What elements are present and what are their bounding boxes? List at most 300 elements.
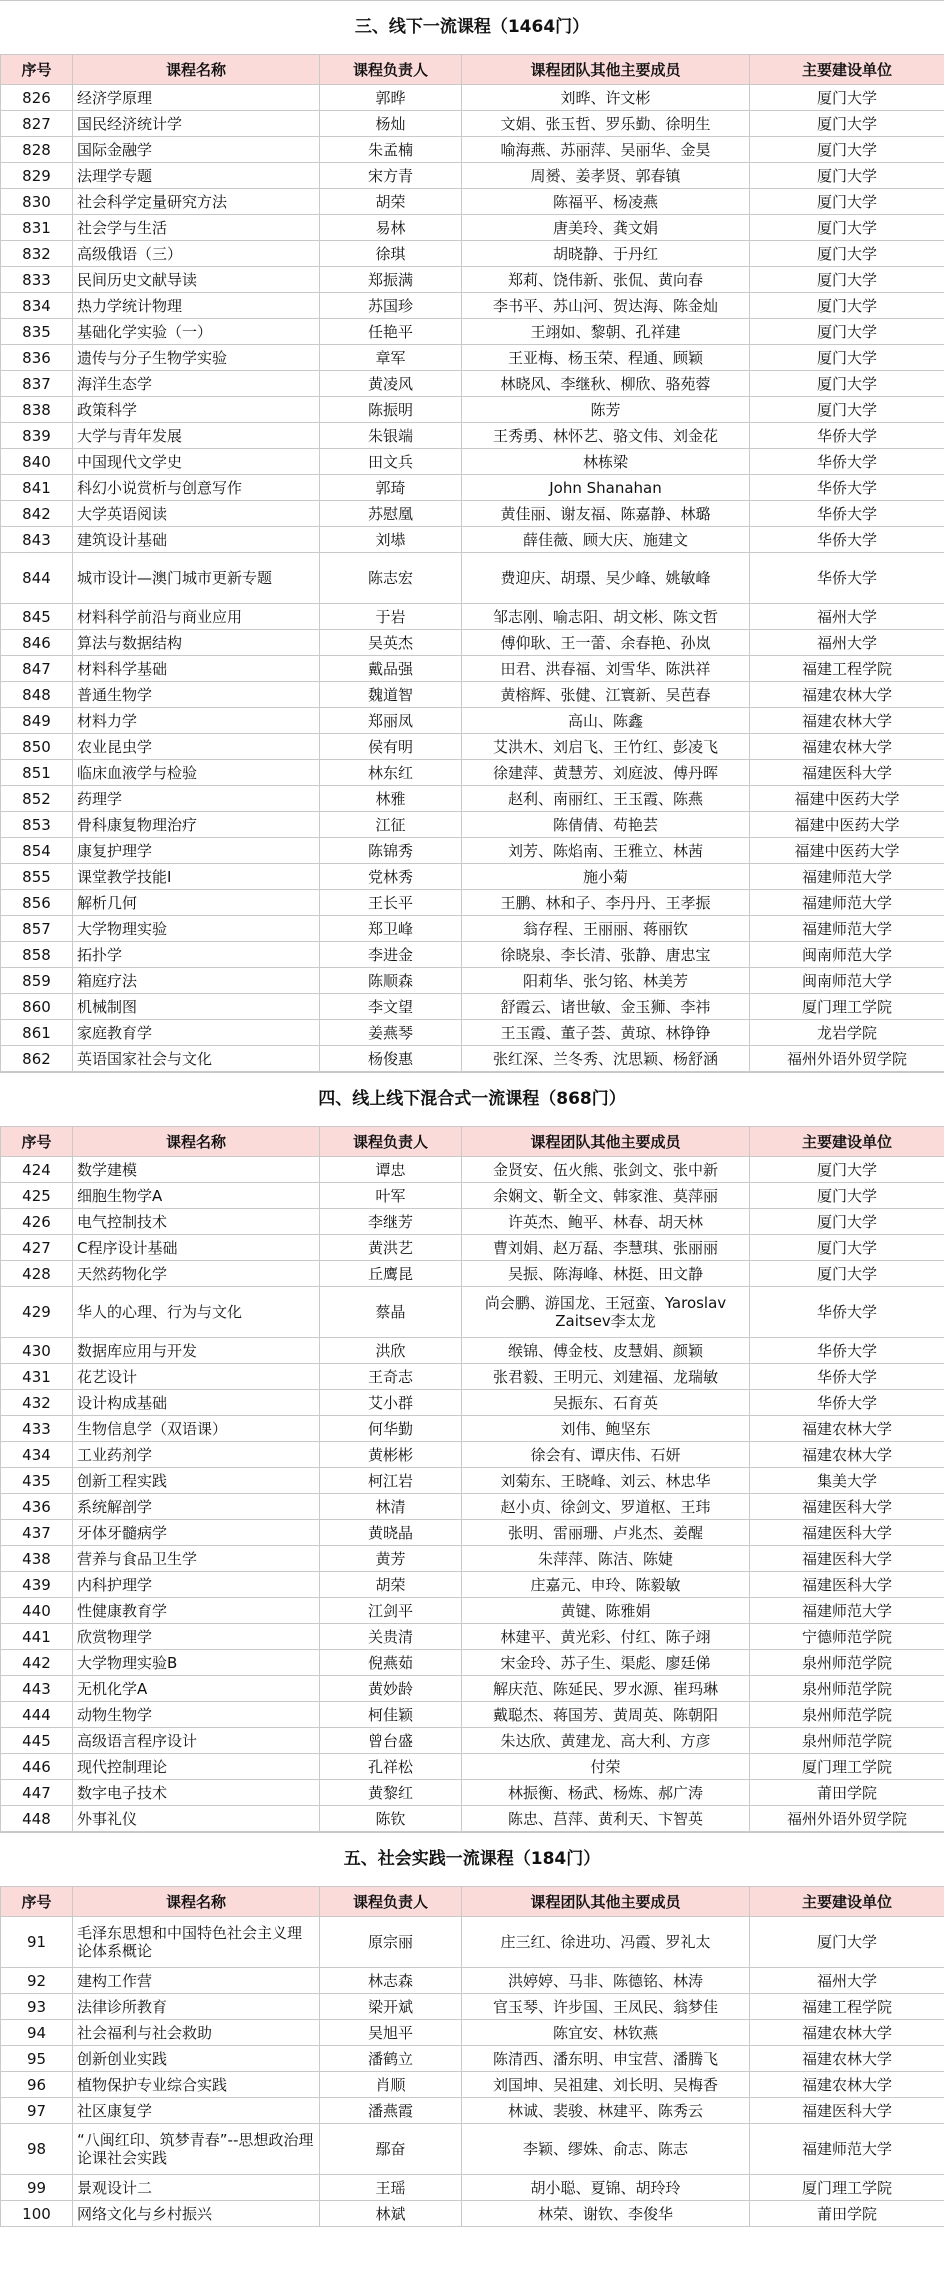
cell-row-number: 445 (1, 1728, 73, 1754)
cell-team-members: 朱达欣、黄建龙、高大利、方彦 (462, 1728, 750, 1754)
cell-row-number: 447 (1, 1780, 73, 1806)
table-row (1, 137, 944, 163)
cell-course-name: 经济学原理 (73, 85, 320, 111)
cell-course-leader: 谭忠 (320, 1157, 462, 1183)
cell-row-number: 427 (1, 1235, 73, 1261)
cell-building-unit: 福建师范大学 (750, 2124, 944, 2175)
cell-course-leader: 丘鹰昆 (320, 1261, 462, 1287)
cell-team-members: 余娴文、靳全文、韩家淮、莫萍丽 (462, 1183, 750, 1209)
cell-building-unit: 龙岩学院 (750, 1020, 944, 1046)
cell-row-number: 95 (1, 2046, 73, 2072)
table-row (1, 527, 944, 553)
cell-course-name: 社区康复学 (73, 2098, 320, 2124)
cell-row-number: 833 (1, 267, 73, 293)
cell-row-number: 853 (1, 812, 73, 838)
cell-course-name: 法律诊所教育 (73, 1994, 320, 2020)
cell-course-name: 细胞生物学A (73, 1183, 320, 1209)
cell-row-number: 448 (1, 1806, 73, 1832)
cell-course-leader: 原宗丽 (320, 1917, 462, 1968)
cell-row-number: 836 (1, 345, 73, 371)
table-row (1, 1235, 944, 1261)
cell-team-members: 邹志刚、喻志阳、胡文彬、陈文哲 (462, 604, 750, 630)
cell-course-leader: 刘塨 (320, 527, 462, 553)
cell-course-name: 高级语言程序设计 (73, 1728, 320, 1754)
cell-team-members: 洪婷婷、马非、陈德铭、林涛 (462, 1968, 750, 1994)
cell-course-name: 骨科康复物理治疗 (73, 812, 320, 838)
cell-team-members: 薛佳薇、顾大庆、施建文 (462, 527, 750, 553)
cell-course-name: 材料科学前沿与商业应用 (73, 604, 320, 630)
cell-building-unit: 厦门大学 (750, 371, 944, 397)
cell-building-unit: 福建医科大学 (750, 1572, 944, 1598)
table-row (1, 1209, 944, 1235)
cell-building-unit: 福建农林大学 (750, 2020, 944, 2046)
cell-building-unit: 厦门大学 (750, 397, 944, 423)
cell-team-members: 唐美玲、龚文娟 (462, 215, 750, 241)
cell-course-name: 网络文化与乡村振兴 (73, 2201, 320, 2227)
cell-team-members: 刘芳、陈焰南、王雅立、林茜 (462, 838, 750, 864)
cell-row-number: 431 (1, 1364, 73, 1390)
cell-course-name: 中国现代文学史 (73, 449, 320, 475)
cell-building-unit: 福建师范大学 (750, 916, 944, 942)
cell-course-name: 华人的心理、行为与文化 (73, 1287, 320, 1338)
cell-course-name: 家庭教育学 (73, 1020, 320, 1046)
cell-team-members: 林建平、黄光彩、付红、陈子翊 (462, 1624, 750, 1650)
cell-row-number: 844 (1, 553, 73, 604)
cell-course-leader: 于岩 (320, 604, 462, 630)
cell-building-unit: 宁德师范学院 (750, 1624, 944, 1650)
table-row (1, 293, 944, 319)
cell-course-name: 机械制图 (73, 994, 320, 1020)
cell-team-members: 王玉霞、董子荟、黄琼、林铮铮 (462, 1020, 750, 1046)
cell-building-unit: 厦门大学 (750, 189, 944, 215)
cell-team-members: 尚会鹏、游国龙、王冠蛮、Yaroslav Zaitsev李太龙 (462, 1287, 750, 1338)
cell-course-name: 政策科学 (73, 397, 320, 423)
cell-team-members: 李颖、缪姝、俞志、陈志 (462, 2124, 750, 2175)
section-title: 三、线下一流课程（1464门） (0, 0, 944, 54)
cell-team-members: 朱萍萍、陈洁、陈婕 (462, 1546, 750, 1572)
cell-row-number: 444 (1, 1702, 73, 1728)
cell-team-members: 王翊如、黎朝、孔祥建 (462, 319, 750, 345)
cell-building-unit: 福建农林大学 (750, 682, 944, 708)
cell-team-members: 庄嘉元、申玲、陈毅敏 (462, 1572, 750, 1598)
cell-course-leader: 关贵清 (320, 1624, 462, 1650)
cell-team-members: 喻海燕、苏丽萍、吴丽华、金昊 (462, 137, 750, 163)
cell-course-name: C程序设计基础 (73, 1235, 320, 1261)
header-course-leader: 课程负责人 (320, 55, 462, 85)
cell-team-members: 戴聪杰、蒋国芳、黄周英、陈朝阳 (462, 1702, 750, 1728)
table-row (1, 812, 944, 838)
cell-course-leader: 林斌 (320, 2201, 462, 2227)
cell-team-members: 付荣 (462, 1754, 750, 1780)
cell-team-members: 吴振、陈海峰、林挺、田文静 (462, 1261, 750, 1287)
cell-course-leader: 郭晔 (320, 85, 462, 111)
cell-course-name: 欣赏物理学 (73, 1624, 320, 1650)
table-row (1, 2124, 944, 2175)
cell-team-members: 吴振东、石育英 (462, 1390, 750, 1416)
cell-building-unit: 厦门大学 (750, 267, 944, 293)
table-row (1, 1494, 944, 1520)
cell-building-unit: 厦门大学 (750, 319, 944, 345)
cell-course-leader: 柯江岩 (320, 1468, 462, 1494)
cell-course-leader: 宋方青 (320, 163, 462, 189)
cell-row-number: 428 (1, 1261, 73, 1287)
table-row (1, 2098, 944, 2124)
cell-course-leader: 郑振满 (320, 267, 462, 293)
table-row (1, 916, 944, 942)
cell-row-number: 829 (1, 163, 73, 189)
table-row (1, 1676, 944, 1702)
cell-course-name: 内科护理学 (73, 1572, 320, 1598)
table-row (1, 189, 944, 215)
cell-row-number: 93 (1, 1994, 73, 2020)
table-row (1, 734, 944, 760)
cell-row-number: 91 (1, 1917, 73, 1968)
cell-course-name: 设计构成基础 (73, 1390, 320, 1416)
cell-row-number: 845 (1, 604, 73, 630)
table-row (1, 1261, 944, 1287)
cell-building-unit: 泉州师范学院 (750, 1676, 944, 1702)
cell-course-leader: 黄彬彬 (320, 1442, 462, 1468)
cell-team-members: 徐会有、谭庆伟、石妍 (462, 1442, 750, 1468)
section-title: 四、线上线下混合式一流课程（868门） (0, 1072, 944, 1126)
cell-course-name: 解析几何 (73, 890, 320, 916)
cell-course-name: 材料力学 (73, 708, 320, 734)
table-row (1, 1754, 944, 1780)
table-row (1, 1364, 944, 1390)
table-row (1, 838, 944, 864)
table-row (1, 1520, 944, 1546)
cell-course-leader: 梁开斌 (320, 1994, 462, 2020)
cell-course-name: 课堂教学技能I (73, 864, 320, 890)
cell-row-number: 99 (1, 2175, 73, 2201)
cell-course-leader: 戴品强 (320, 656, 462, 682)
cell-team-members: 解庆范、陈延民、罗水源、崔玛琳 (462, 1676, 750, 1702)
cell-row-number: 859 (1, 968, 73, 994)
cell-row-number: 430 (1, 1338, 73, 1364)
cell-row-number: 835 (1, 319, 73, 345)
cell-building-unit: 厦门大学 (750, 111, 944, 137)
cell-course-leader: 洪欣 (320, 1338, 462, 1364)
cell-course-name: 材料科学基础 (73, 656, 320, 682)
table-row (1, 1020, 944, 1046)
cell-course-leader: 潘燕霞 (320, 2098, 462, 2124)
cell-team-members: 舒霞云、诸世敏、金玉狮、李祎 (462, 994, 750, 1020)
cell-building-unit: 泉州师范学院 (750, 1728, 944, 1754)
table-row (1, 371, 944, 397)
cell-course-leader: 江征 (320, 812, 462, 838)
cell-row-number: 858 (1, 942, 73, 968)
cell-course-leader: 陈顺森 (320, 968, 462, 994)
cell-course-leader: 艾小群 (320, 1390, 462, 1416)
cell-team-members: 赵小贞、徐剑文、罗道枢、王玮 (462, 1494, 750, 1520)
cell-team-members: 刘晔、许文彬 (462, 85, 750, 111)
cell-row-number: 832 (1, 241, 73, 267)
cell-row-number: 436 (1, 1494, 73, 1520)
cell-course-leader: 林东红 (320, 760, 462, 786)
header-course-leader: 课程负责人 (320, 1127, 462, 1157)
cell-team-members: 王秀勇、林怀艺、骆文伟、刘金花 (462, 423, 750, 449)
cell-team-members: 田君、洪春福、刘雪华、陈洪祥 (462, 656, 750, 682)
cell-course-name: 国民经济统计学 (73, 111, 320, 137)
header-team-members: 课程团队其他主要成员 (462, 1127, 750, 1157)
cell-team-members: 林振衡、杨武、杨炼、郝广涛 (462, 1780, 750, 1806)
cell-building-unit: 福州外语外贸学院 (750, 1806, 944, 1832)
table-row (1, 2175, 944, 2201)
cell-course-leader: 胡荣 (320, 1572, 462, 1598)
table-row (1, 1442, 944, 1468)
cell-row-number: 843 (1, 527, 73, 553)
cell-course-name: 景观设计二 (73, 2175, 320, 2201)
cell-building-unit: 厦门大学 (750, 137, 944, 163)
table-row (1, 2046, 944, 2072)
cell-team-members: 郑莉、饶伟新、张侃、黄向春 (462, 267, 750, 293)
cell-course-name: 牙体牙髓病学 (73, 1520, 320, 1546)
cell-course-leader: 胡荣 (320, 189, 462, 215)
cell-course-name: 天然药物化学 (73, 1261, 320, 1287)
cell-course-leader: 潘鹤立 (320, 2046, 462, 2072)
cell-course-name: 科幻小说赏析与创意写作 (73, 475, 320, 501)
table-row (1, 163, 944, 189)
table-row (1, 1183, 944, 1209)
cell-building-unit: 厦门大学 (750, 1183, 944, 1209)
cell-course-leader: 侯有明 (320, 734, 462, 760)
cell-team-members: 缑锦、傅金枝、皮慧娟、颜颖 (462, 1338, 750, 1364)
table-row (1, 215, 944, 241)
cell-team-members: 王鹏、林和子、李丹丹、王孝振 (462, 890, 750, 916)
cell-course-name: 工业药剂学 (73, 1442, 320, 1468)
cell-course-leader: 党林秀 (320, 864, 462, 890)
cell-building-unit: 福建农林大学 (750, 2046, 944, 2072)
cell-course-leader: 郑卫峰 (320, 916, 462, 942)
cell-course-name: 动物生物学 (73, 1702, 320, 1728)
cell-course-leader: 朱银端 (320, 423, 462, 449)
table-row (1, 708, 944, 734)
cell-building-unit: 福州大学 (750, 630, 944, 656)
header-course-name: 课程名称 (73, 1127, 320, 1157)
cell-team-members: 林晓风、李继秋、柳欣、骆苑蓉 (462, 371, 750, 397)
cell-course-leader: 曾台盛 (320, 1728, 462, 1754)
cell-team-members: 傅仰耿、王一蕾、余春艳、孙岚 (462, 630, 750, 656)
cell-row-number: 425 (1, 1183, 73, 1209)
cell-row-number: 857 (1, 916, 73, 942)
cell-building-unit: 福建医科大学 (750, 1546, 944, 1572)
cell-course-leader: 李继芳 (320, 1209, 462, 1235)
header-course-name: 课程名称 (73, 55, 320, 85)
cell-team-members: 张明、雷丽珊、卢兆杰、姜醒 (462, 1520, 750, 1546)
table-row (1, 397, 944, 423)
cell-building-unit: 华侨大学 (750, 423, 944, 449)
cell-course-leader: 杨灿 (320, 111, 462, 137)
cell-course-leader: 魏道智 (320, 682, 462, 708)
cell-course-name: 拓扑学 (73, 942, 320, 968)
cell-course-leader: 易林 (320, 215, 462, 241)
cell-building-unit: 福建农林大学 (750, 708, 944, 734)
header-row-number: 序号 (1, 55, 73, 85)
table-row (1, 1572, 944, 1598)
cell-row-number: 441 (1, 1624, 73, 1650)
cell-building-unit: 厦门大学 (750, 1209, 944, 1235)
cell-team-members: 黄键、陈雅娟 (462, 1598, 750, 1624)
cell-course-name: 城市设计—澳门城市更新专题 (73, 553, 320, 604)
cell-course-name: 国际金融学 (73, 137, 320, 163)
cell-building-unit: 厦门理工学院 (750, 994, 944, 1020)
cell-row-number: 426 (1, 1209, 73, 1235)
cell-team-members: 翁存程、王丽丽、蒋丽钦 (462, 916, 750, 942)
cell-row-number: 850 (1, 734, 73, 760)
cell-team-members: 金贤安、伍火熊、张剑文、张中新 (462, 1157, 750, 1183)
table-row (1, 864, 944, 890)
cell-course-leader: 田文兵 (320, 449, 462, 475)
course-table (0, 1886, 944, 2227)
cell-course-name: 生物信息学（双语课） (73, 1416, 320, 1442)
cell-row-number: 424 (1, 1157, 73, 1183)
table-row (1, 1416, 944, 1442)
cell-building-unit: 福建工程学院 (750, 1994, 944, 2020)
cell-team-members: 徐建萍、黄慧芳、刘庭波、傅丹晖 (462, 760, 750, 786)
cell-course-name: “八闽红印、筑梦青春”--思想政治理论课社会实践 (73, 2124, 320, 2175)
cell-course-leader: 黄妙龄 (320, 1676, 462, 1702)
cell-course-leader: 黄凌风 (320, 371, 462, 397)
cell-building-unit: 厦门大学 (750, 293, 944, 319)
header-building-unit: 主要建设单位 (750, 1127, 944, 1157)
cell-course-leader: 王瑶 (320, 2175, 462, 2201)
cell-team-members: 刘菊东、王晓峰、刘云、林忠华 (462, 1468, 750, 1494)
table-row (1, 1917, 944, 1968)
cell-row-number: 828 (1, 137, 73, 163)
cell-team-members: 张君毅、王明元、刘建福、龙瑞敏 (462, 1364, 750, 1390)
cell-course-name: 农业昆虫学 (73, 734, 320, 760)
cell-building-unit: 厦门大学 (750, 85, 944, 111)
table-row (1, 1546, 944, 1572)
cell-course-leader: 黄晓晶 (320, 1520, 462, 1546)
cell-course-leader: 朱孟楠 (320, 137, 462, 163)
cell-row-number: 435 (1, 1468, 73, 1494)
cell-building-unit: 华侨大学 (750, 1390, 944, 1416)
cell-row-number: 852 (1, 786, 73, 812)
cell-row-number: 847 (1, 656, 73, 682)
table-row (1, 1598, 944, 1624)
section-title: 五、社会实践一流课程（184门） (0, 1832, 944, 1886)
cell-course-leader: 王长平 (320, 890, 462, 916)
cell-row-number: 848 (1, 682, 73, 708)
cell-team-members: 徐晓泉、李长清、张静、唐忠宝 (462, 942, 750, 968)
table-row (1, 1728, 944, 1754)
cell-team-members: 官玉琴、许步国、王凤民、翁梦佳 (462, 1994, 750, 2020)
header-row-number: 序号 (1, 1127, 73, 1157)
cell-team-members: 周赟、姜孝贤、郭春镇 (462, 163, 750, 189)
cell-building-unit: 福建农林大学 (750, 734, 944, 760)
cell-row-number: 443 (1, 1676, 73, 1702)
cell-course-name: 建筑设计基础 (73, 527, 320, 553)
cell-row-number: 429 (1, 1287, 73, 1338)
cell-course-leader: 何华勤 (320, 1416, 462, 1442)
cell-building-unit: 福建中医药大学 (750, 812, 944, 838)
header-team-members: 课程团队其他主要成员 (462, 1887, 750, 1917)
cell-row-number: 96 (1, 2072, 73, 2098)
table-row (1, 786, 944, 812)
table-row (1, 1968, 944, 1994)
cell-course-leader: 陈振明 (320, 397, 462, 423)
cell-row-number: 840 (1, 449, 73, 475)
header-course-name: 课程名称 (73, 1887, 320, 1917)
cell-building-unit: 厦门大学 (750, 215, 944, 241)
cell-building-unit: 集美大学 (750, 1468, 944, 1494)
table-row (1, 267, 944, 293)
cell-course-name: 普通生物学 (73, 682, 320, 708)
cell-row-number: 838 (1, 397, 73, 423)
cell-row-number: 854 (1, 838, 73, 864)
cell-building-unit: 闽南师范大学 (750, 968, 944, 994)
table-row (1, 682, 944, 708)
cell-building-unit: 华侨大学 (750, 501, 944, 527)
cell-building-unit: 福州大学 (750, 604, 944, 630)
cell-building-unit: 华侨大学 (750, 553, 944, 604)
cell-row-number: 830 (1, 189, 73, 215)
cell-building-unit: 福建师范大学 (750, 1598, 944, 1624)
cell-course-name: 社会福利与社会救助 (73, 2020, 320, 2046)
cell-row-number: 860 (1, 994, 73, 1020)
cell-team-members: 费迎庆、胡璟、吴少峰、姚敏峰 (462, 553, 750, 604)
table-row (1, 1157, 944, 1183)
cell-course-leader: 吴英杰 (320, 630, 462, 656)
course-table (0, 1126, 944, 1832)
cell-row-number: 446 (1, 1754, 73, 1780)
cell-row-number: 861 (1, 1020, 73, 1046)
cell-building-unit: 福州大学 (750, 1968, 944, 1994)
table-row (1, 1624, 944, 1650)
cell-course-leader: 李进金 (320, 942, 462, 968)
table-row (1, 553, 944, 604)
cell-course-leader: 林雅 (320, 786, 462, 812)
cell-course-name: 外事礼仪 (73, 1806, 320, 1832)
cell-course-leader: 江剑平 (320, 1598, 462, 1624)
header-row-number: 序号 (1, 1887, 73, 1917)
cell-row-number: 440 (1, 1598, 73, 1624)
table-row (1, 241, 944, 267)
table-row (1, 1806, 944, 1832)
table-header-row (1, 55, 944, 85)
table-header-row (1, 1887, 944, 1917)
table-row (1, 890, 944, 916)
cell-team-members: 刘伟、鲍坚东 (462, 1416, 750, 1442)
cell-row-number: 839 (1, 423, 73, 449)
cell-row-number: 841 (1, 475, 73, 501)
table-row (1, 2201, 944, 2227)
cell-team-members: 林荣、谢钦、李俊华 (462, 2201, 750, 2227)
cell-course-leader: 叶军 (320, 1183, 462, 1209)
cell-course-leader: 郭琦 (320, 475, 462, 501)
cell-course-leader: 陈锦秀 (320, 838, 462, 864)
cell-building-unit: 华侨大学 (750, 475, 944, 501)
cell-course-name: 大学与青年发展 (73, 423, 320, 449)
cell-team-members: 陈宜安、林钦燕 (462, 2020, 750, 2046)
table-row (1, 656, 944, 682)
cell-team-members: 曹刘娟、赵万磊、李慧琪、张丽丽 (462, 1235, 750, 1261)
cell-building-unit: 莆田学院 (750, 2201, 944, 2227)
table-row (1, 85, 944, 111)
cell-course-leader: 黄黎红 (320, 1780, 462, 1806)
table-row (1, 2020, 944, 2046)
cell-row-number: 856 (1, 890, 73, 916)
cell-course-name: 药理学 (73, 786, 320, 812)
cell-building-unit: 福建医科大学 (750, 1494, 944, 1520)
cell-row-number: 97 (1, 2098, 73, 2124)
cell-building-unit: 福建师范大学 (750, 864, 944, 890)
table-row (1, 1468, 944, 1494)
cell-building-unit: 厦门大学 (750, 1917, 944, 1968)
cell-course-name: 大学物理实验 (73, 916, 320, 942)
cell-row-number: 438 (1, 1546, 73, 1572)
